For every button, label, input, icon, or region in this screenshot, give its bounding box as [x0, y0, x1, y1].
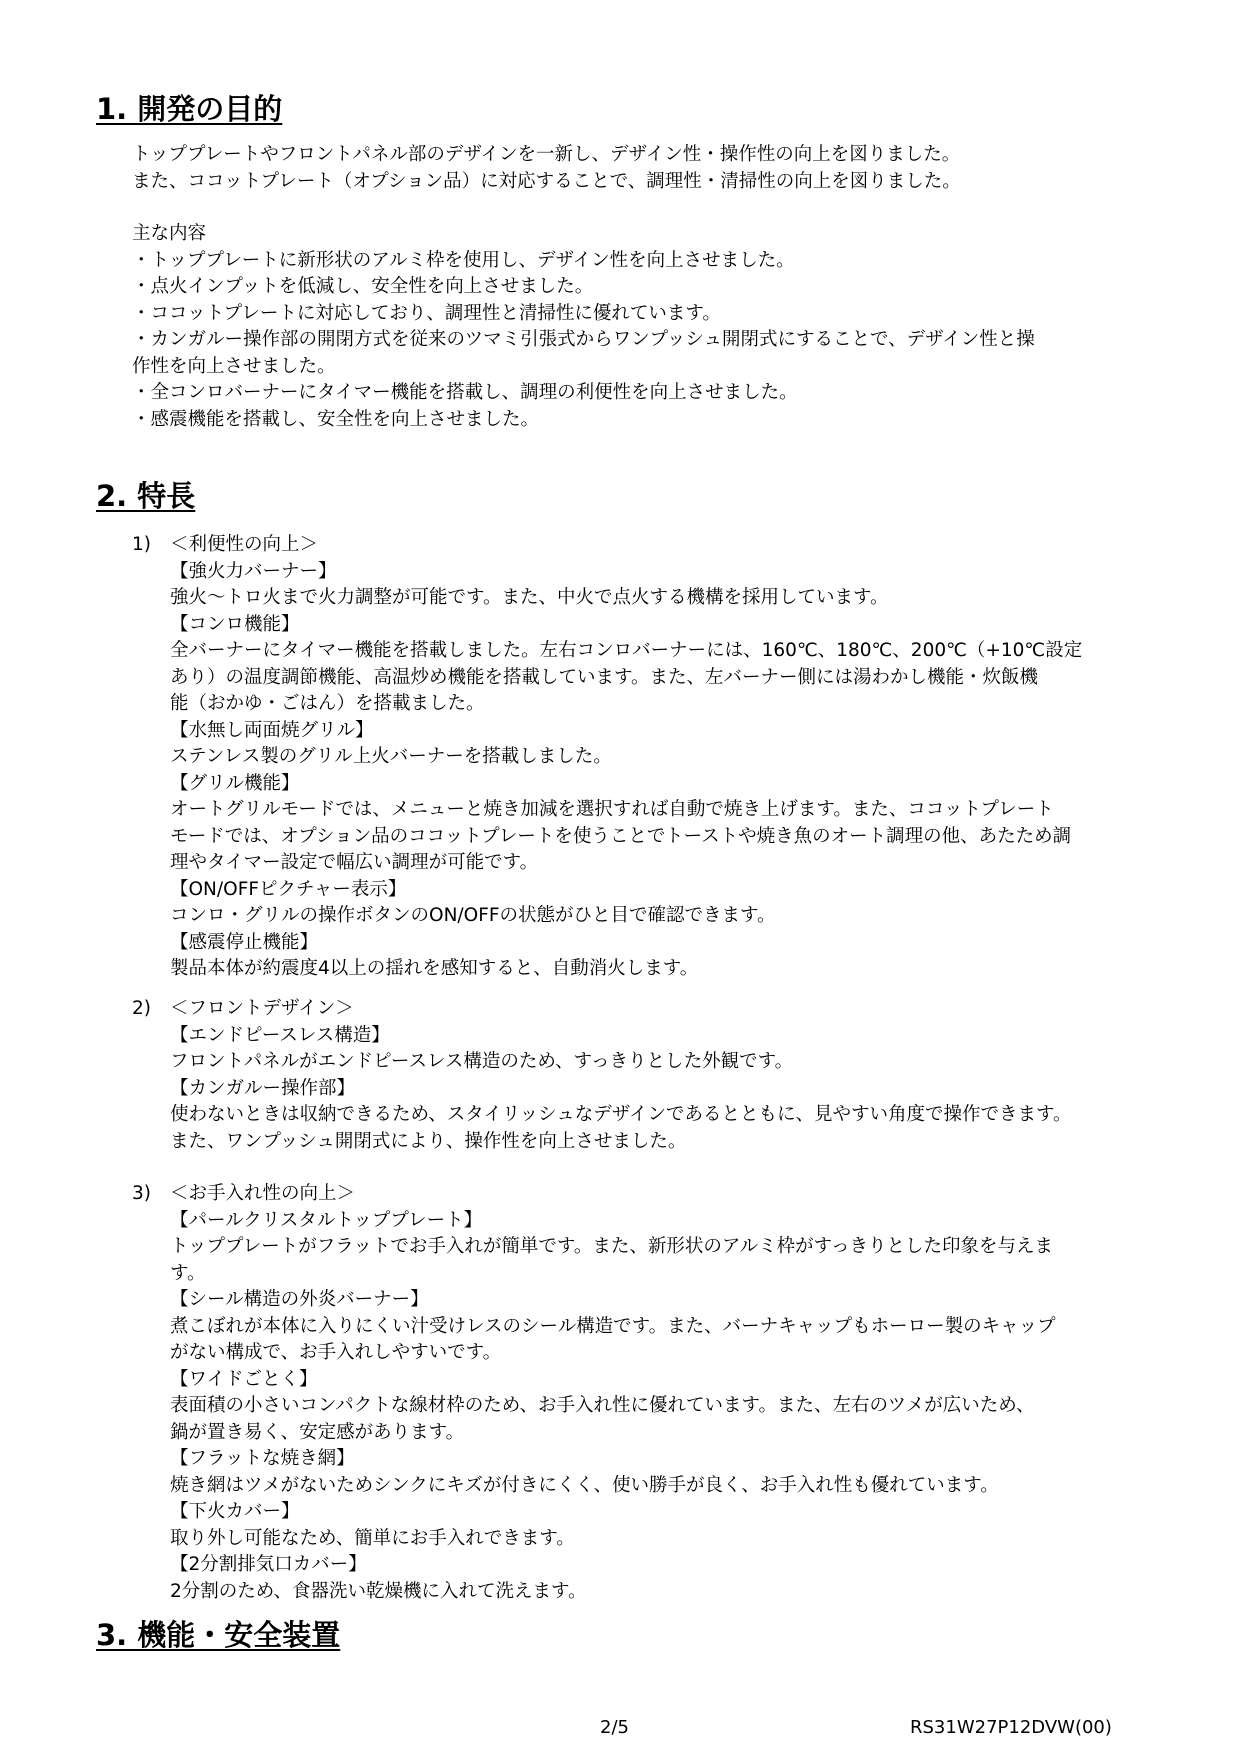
main-content-point: ・カンガルー操作部の開閉方式を従来のツマミ引張式からワンプッシュ開閉式にすることで、デザイン性と操	[132, 329, 1035, 350]
feature-line: 使わないときは収納できるため、スタイリッシュなデザインであるとともに、見やすい角度で操作できます。	[170, 1104, 1072, 1125]
main-content-point: ・トッププレートに新形状のアルミ枠を使用し、デザイン性を向上させました。	[132, 249, 795, 271]
group-title: ＜利便性の向上＞	[170, 534, 319, 555]
feature-line: 製品本体が約震度4以上の揺れを感知すると、自動消火します。	[170, 958, 699, 979]
section-2-heading: 2. 特長	[96, 479, 196, 513]
group-number: 1)	[132, 534, 151, 555]
feature-line: 表面積の小さいコンパクトな線材枠のため、お手入れ性に優れています。また、左右のツメが広いため、	[170, 1395, 1035, 1416]
main-content-point: ・感震機能を搭載し、安全性を向上させました。	[132, 408, 540, 430]
feature-line: 【ON/OFFピクチャー表示】	[170, 878, 407, 900]
feature-line: 【コンロ機能】	[170, 613, 300, 635]
section-1-heading: 1. 開発の目的	[96, 92, 283, 126]
document-code: RS31W27P12DVW(00)	[910, 1717, 1112, 1738]
feature-line: また、ワンプッシュ開閉式により、操作性を向上させました。	[170, 1130, 687, 1152]
main-content-point: ・ココットプレートに対応しており、調理性と清掃性に優れています。	[132, 302, 721, 324]
feature-line: オートグリルモードでは、メニューと焼き加減を選択すれば自動で焼き上げます。また、ココットプレート	[170, 799, 1054, 820]
main-content-point: 作性を向上させました。	[132, 355, 336, 377]
feature-line: 【2分割排気口カバー】	[170, 1554, 367, 1575]
feature-line: 【カンガルー操作部】	[170, 1077, 356, 1099]
feature-line: 全バーナーにタイマー機能を搭載しました。左右コンロバーナーには、160℃、180℃、200℃（+10℃設定	[170, 640, 1083, 661]
feature-line: 取り外し可能なため、簡単にお手入れできます。	[170, 1527, 575, 1549]
feature-line: がない構成で、お手入れしやすいです。	[170, 1342, 502, 1363]
feature-line: あり）の温度調節機能、高温炒め機能を搭載しています。また、左バーナー側には湯わかし機能・炊飯機	[170, 666, 1039, 688]
feature-line: 【パールクリスタルトッププレート】	[170, 1209, 483, 1231]
section-1-main-content	[132, 221, 1035, 433]
intro-line: また、ココットプレート（オプション品）に対応することで、調理性・清掃性の向上を図りました。	[132, 170, 961, 192]
group-body	[170, 1023, 1072, 1156]
feature-line: 焼き網はツメがないためシンクにキズが付きにくく、使い勝手が良く、お手入れ性も優れています。	[170, 1474, 999, 1496]
group-number: 2)	[132, 998, 151, 1019]
feature-line: 【強火力バーナー】	[170, 560, 337, 582]
group-number: 3)	[132, 1183, 151, 1204]
feature-line: 煮こぼれが本体に入りにくい汁受けレスのシール構造です。また、バーナキャップもホーロー製のキャップ	[170, 1315, 1056, 1337]
feature-line: 【感震停止機能】	[170, 931, 319, 953]
feature-line: 2分割のため、食器洗い乾燥機に入れて洗えます。	[170, 1580, 587, 1602]
feature-line: 【下火カバー】	[170, 1501, 300, 1522]
feature-line: ステンレス製のグリル上火バーナーを搭載しました。	[170, 746, 612, 767]
main-content-label: 主な内容	[132, 223, 207, 244]
group-body	[170, 559, 1082, 983]
group-body	[170, 1208, 1056, 1606]
feature-line: モードでは、オプション品のココットプレートを使うことでトーストや焼き魚のオート調理の他、あたため調	[170, 825, 1072, 847]
feature-line: 能（おかゆ・ごはん）を搭載ました。	[170, 693, 485, 714]
feature-line: 【ワイドごとく】	[170, 1368, 318, 1390]
main-content-point: ・点火インプットを低減し、安全性を向上させました。	[132, 276, 594, 297]
feature-line: 【グリル機能】	[170, 772, 300, 794]
section-1-intro	[132, 142, 961, 195]
feature-line: フロントパネルがエンドピースレス構造のため、すっきりとした外観です。	[170, 1051, 794, 1072]
page-number: 2/5	[600, 1717, 629, 1738]
feature-line: 鍋が置き易く、安定感があります。	[170, 1421, 465, 1443]
section-3-heading: 3. 機能・安全装置	[96, 1618, 341, 1652]
feature-line: 理やタイマー設定で幅広い調理が可能です。	[170, 852, 539, 873]
feature-line: す。	[170, 1262, 206, 1284]
group-title: ＜フロントデザイン＞	[170, 998, 354, 1019]
feature-line: 【エンドピースレス構造】	[170, 1024, 390, 1046]
feature-line: 強火～トロ火まで火力調整が可能です。また、中火で点火する機構を採用しています。	[170, 587, 889, 608]
group-title: ＜お手入れ性の向上＞	[170, 1183, 356, 1204]
feature-line: 【水無し両面焼グリル】	[170, 719, 374, 741]
feature-line: 【シール構造の外炎バーナー】	[170, 1289, 429, 1310]
feature-line: コンロ・グリルの操作ボタンのON/OFFの状態がひと目で確認できます。	[170, 905, 776, 926]
main-content-point: ・全コンロバーナーにタイマー機能を搭載し、調理の利便性を向上させました。	[132, 382, 798, 403]
feature-line: トッププレートがフラットでお手入れが簡単です。また、新形状のアルミ枠がすっきりとした印象を与えま	[170, 1236, 1054, 1257]
feature-line: 【フラットな焼き網】	[170, 1448, 355, 1469]
intro-line: トッププレートやフロントパネル部のデザインを一新し、デザイン性・操作性の向上を図りました。	[132, 144, 961, 165]
